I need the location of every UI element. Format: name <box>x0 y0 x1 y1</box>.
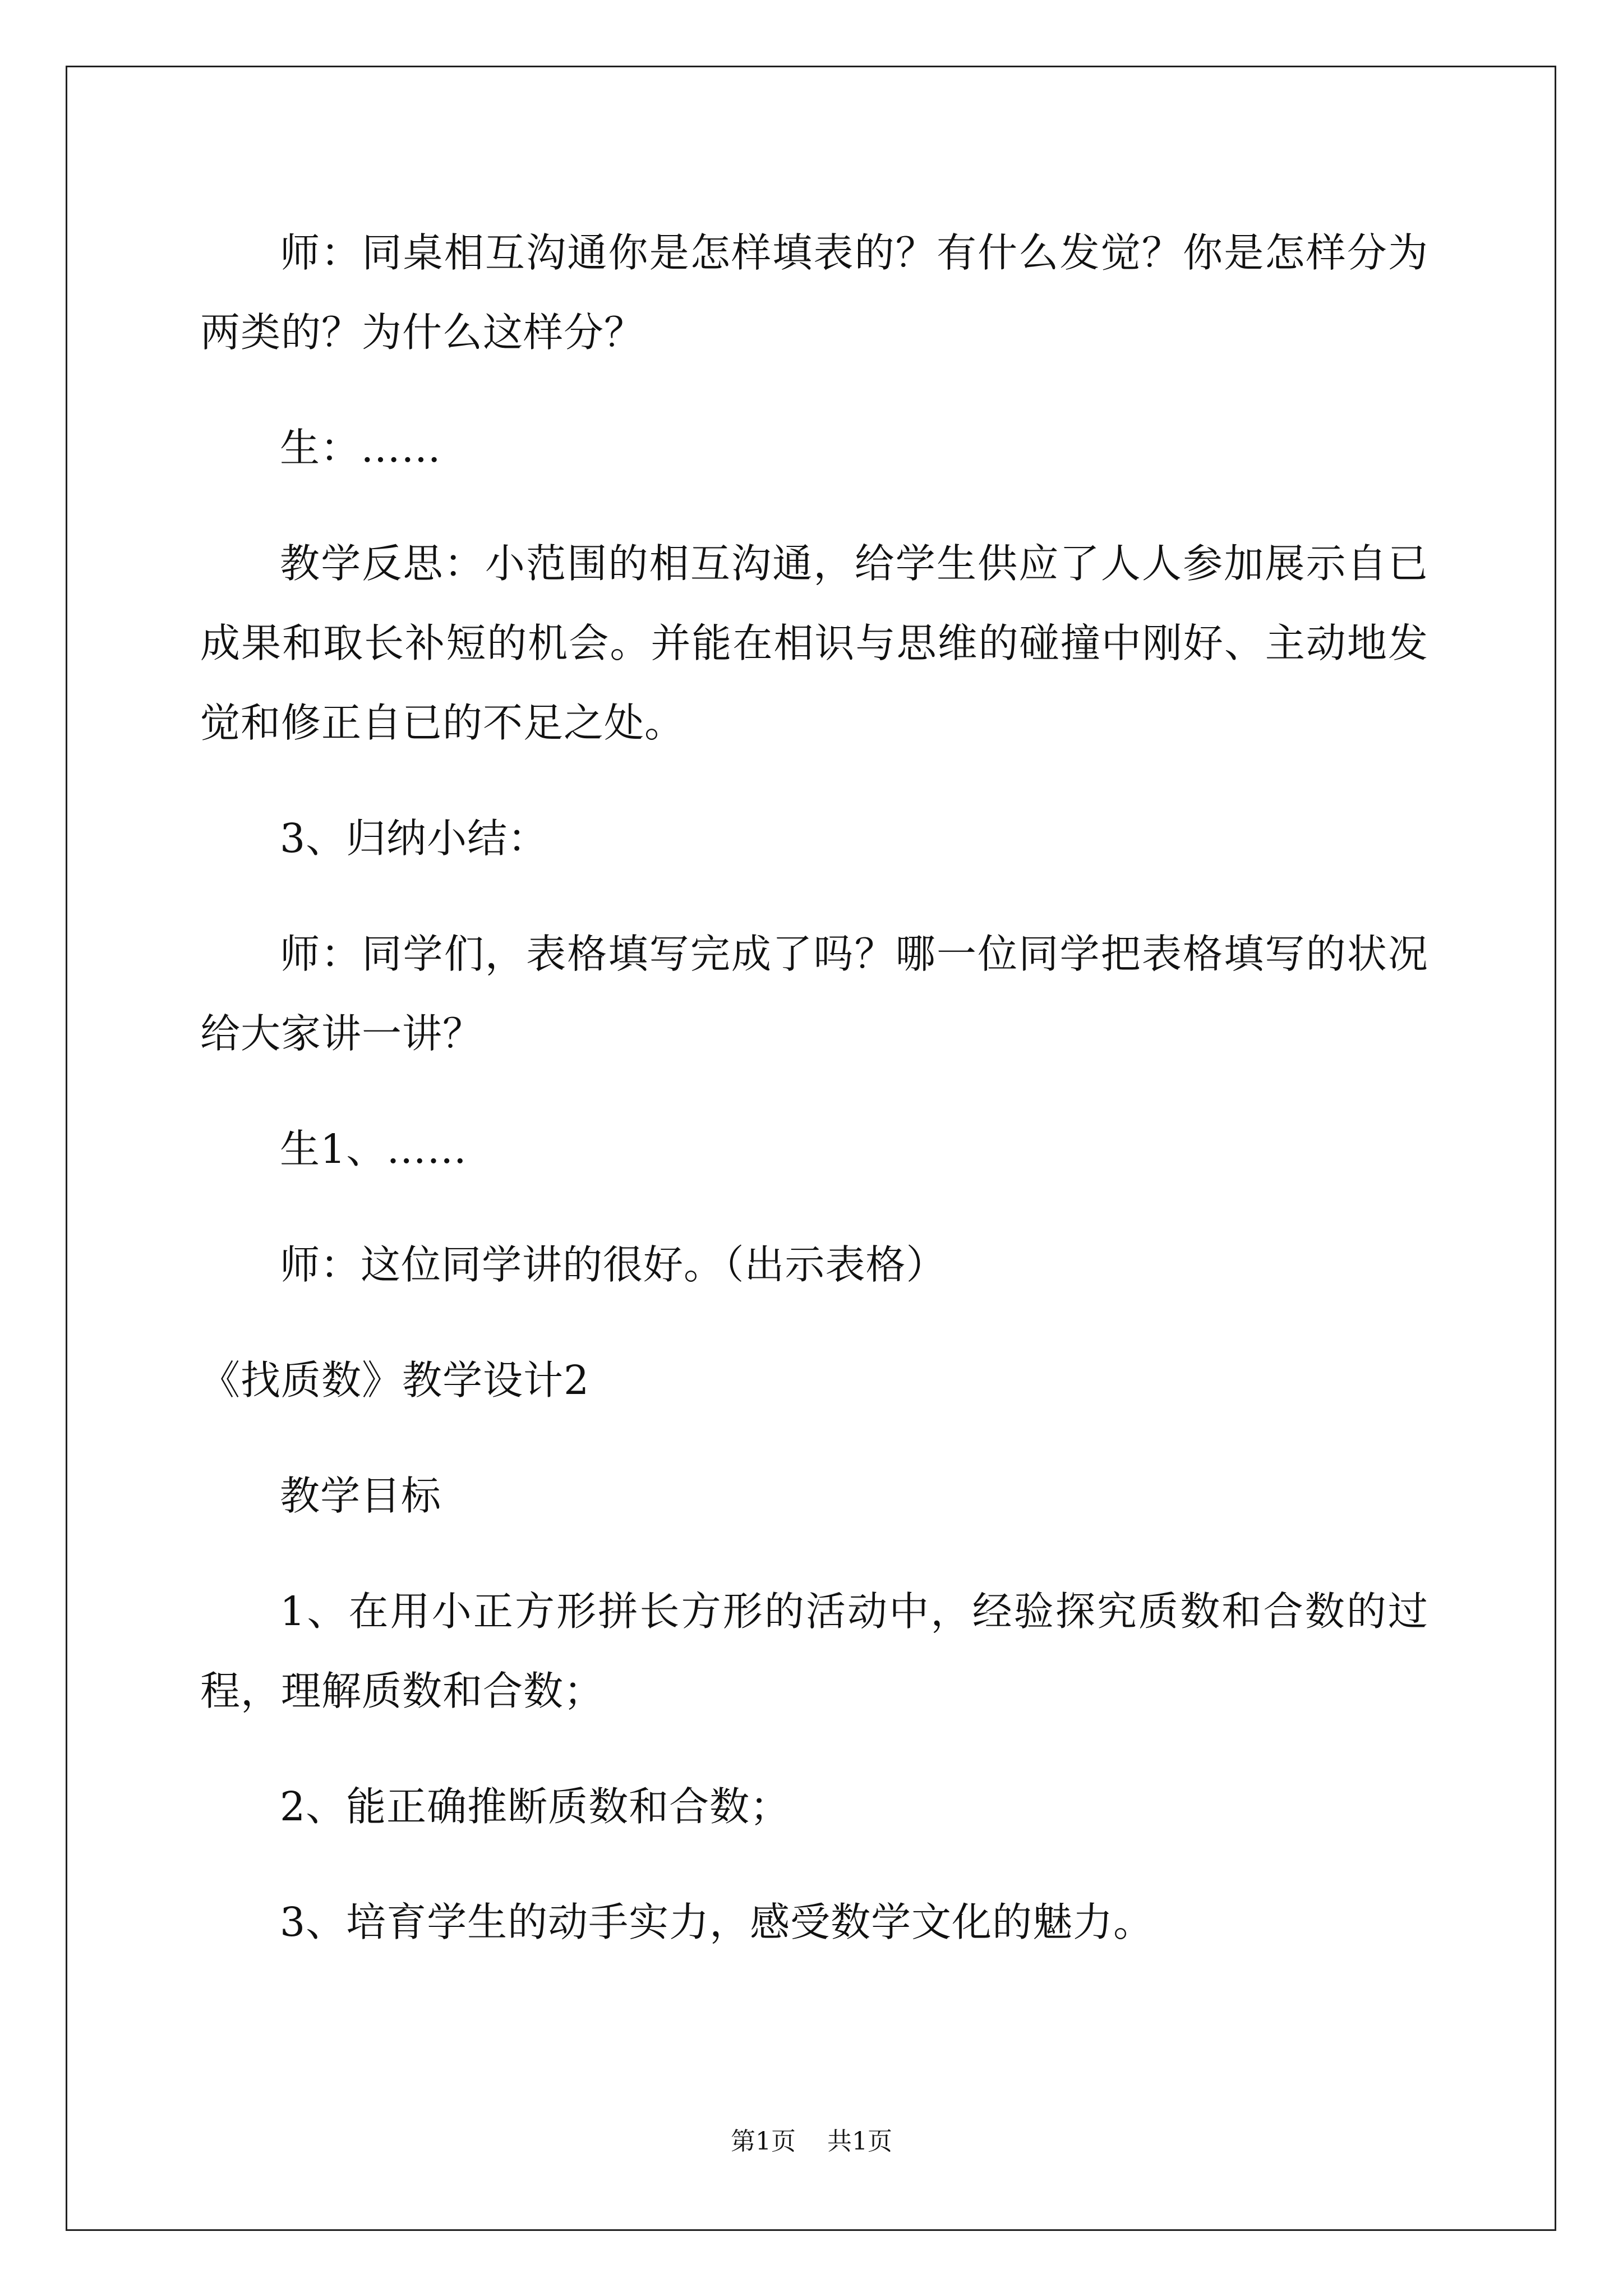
paragraph: 师：同桌相互沟通你是怎样填表的？有什么发觉？你是怎样分为两类的？为什么这样分？ <box>200 229 1428 356</box>
paragraph: 2、能正确推断质数和合数； <box>280 1783 791 1830</box>
section-heading: 《找质数》教学设计2 <box>200 1357 590 1404</box>
paragraph: 师：这位同学讲的很好。（出示表格） <box>280 1241 947 1288</box>
page-total: 共1页 <box>827 2127 892 2156</box>
subheading: 教学目标 <box>280 1473 442 1519</box>
paragraph: 1、在用小正方形拼长方形的活动中，经验探究质数和合数的过程，理解质数和合数； <box>200 1588 1428 1714</box>
paragraph: 生：…… <box>280 425 442 471</box>
paragraph: 3、培育学生的动手实力，感受数学文化的魅力。 <box>280 1899 1154 1945</box>
document-body <box>200 213 1428 1962</box>
paragraph: 师：同学们，表格填写完成了吗？哪一位同学把表格填写的状况给大家讲一讲？ <box>200 931 1428 1057</box>
page-footer <box>0 2125 1623 2159</box>
paragraph: 3、归纳小结： <box>280 815 548 862</box>
paragraph: 教学反思：小范围的相互沟通，给学生供应了人人参加展示自已成果和取长补短的机会。并能在相识与思维的碰撞中刚好、主动地发觉和修正自已的不足之处。 <box>200 540 1428 746</box>
page-number: 第1页 <box>731 2127 796 2156</box>
paragraph: 生1、…… <box>280 1126 468 1172</box>
